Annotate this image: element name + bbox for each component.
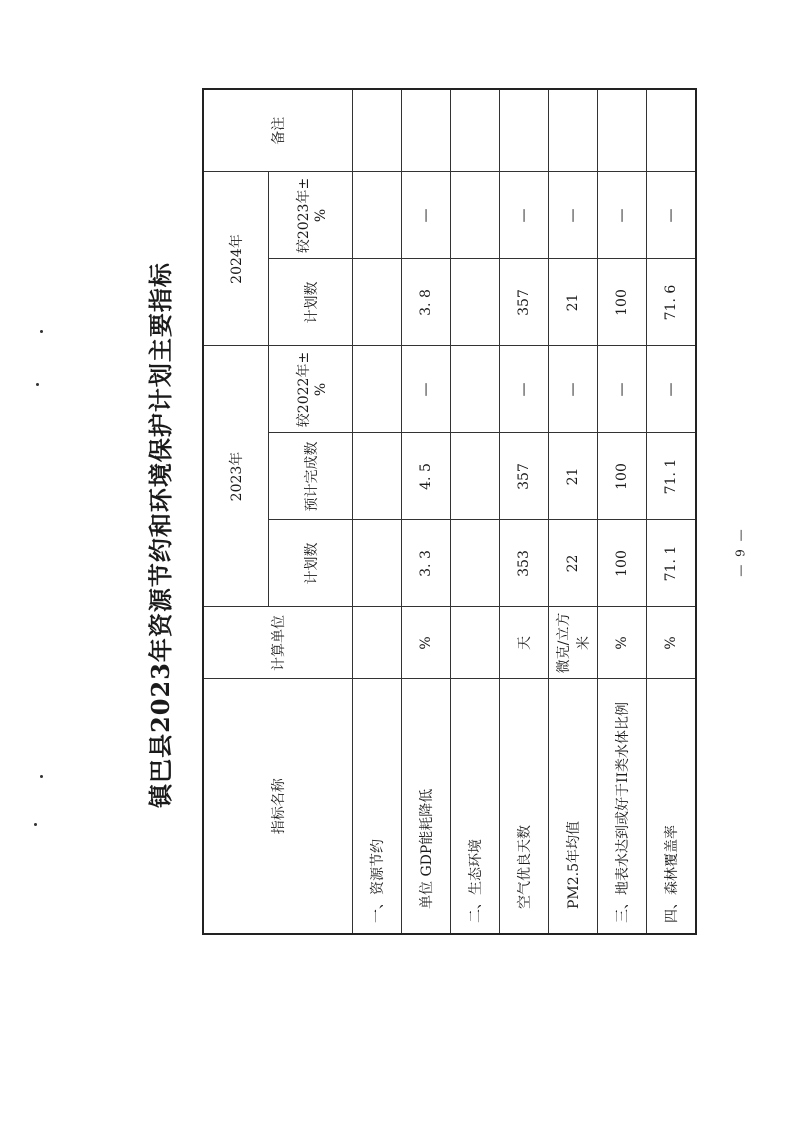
table-row [598,89,647,934]
cell-plan-2023 [451,520,500,607]
cell-plan-2023: 22 [549,520,598,607]
cell-name: 二、生态环境 [451,679,500,934]
cell-remark [402,89,451,172]
cell-name: 空气优良天数 [500,679,549,934]
cell-plan-2024 [451,259,500,346]
cell-plan-2024: 357 [500,259,549,346]
cell-change-2022: — [647,346,697,433]
cell-change-2023: — [500,172,549,259]
cell-unit [353,607,402,679]
table-row [451,89,500,934]
cell-plan-2024 [353,259,402,346]
cell-unit: 微克/立方米 [549,607,598,679]
cell-change-2023: — [402,172,451,259]
cell-change-2022: — [500,346,549,433]
cell-change-2023: — [549,172,598,259]
header-year-2023: 2023年 [203,346,269,607]
table-row [353,89,402,934]
cell-change-2022: — [598,346,647,433]
cell-plan-2023: 3. 3 [402,520,451,607]
header-remark: 备注 [203,89,353,172]
indicators-table [202,88,697,935]
cell-remark [500,89,549,172]
cell-plan-2023 [353,520,402,607]
cell-expected-2023: 71. 1 [647,433,697,520]
table-row [500,89,549,934]
cell-remark [647,89,697,172]
cell-expected-2023 [353,433,402,520]
scan-speck [40,775,43,778]
cell-name: 一、资源节约 [353,679,402,934]
scan-speck [40,330,43,333]
table-row [549,89,598,934]
page-number: — 9 — [733,527,748,577]
cell-unit: % [402,607,451,679]
cell-change-2022 [451,346,500,433]
cell-expected-2023: 4. 5 [402,433,451,520]
cell-change-2023: — [598,172,647,259]
cell-name: 三、地表水达到或好于II类水体比例 [598,679,647,934]
header-unit: 计算单位 [203,607,353,679]
cell-unit [451,607,500,679]
header-year-2024: 2024年 [203,172,269,346]
cell-plan-2024: 3. 8 [402,259,451,346]
table-row [647,89,697,934]
scan-speck [34,823,37,826]
cell-remark [549,89,598,172]
cell-change-2023 [451,172,500,259]
header-indicator: 指标名称 [203,679,353,934]
cell-remark [451,89,500,172]
scan-speck [36,383,39,386]
table-row [402,89,451,934]
document-title: 镇巴县2023年资源节约和环境保护计划主要指标 [145,262,175,808]
rotated-page-content [130,85,790,985]
header-plan-2023: 计划数 [269,520,353,607]
header-plan-2024: 计划数 [269,259,353,346]
cell-plan-2024: 71. 6 [647,259,697,346]
cell-plan-2024: 21 [549,259,598,346]
cell-change-2022 [353,346,402,433]
cell-remark [598,89,647,172]
cell-unit: 天 [500,607,549,679]
cell-expected-2023 [451,433,500,520]
header-vs-2022: 较2022年±% [269,346,353,433]
cell-plan-2024: 100 [598,259,647,346]
cell-name: 单位 GDP能耗降低 [402,679,451,934]
cell-unit: % [647,607,697,679]
cell-plan-2023: 100 [598,520,647,607]
cell-expected-2023: 21 [549,433,598,520]
cell-expected-2023: 357 [500,433,549,520]
cell-change-2022: — [549,346,598,433]
cell-name: 四、森林覆盖率 [647,679,697,934]
cell-change-2023: — [647,172,697,259]
header-row-1 [203,89,269,934]
cell-change-2023 [353,172,402,259]
cell-expected-2023: 100 [598,433,647,520]
header-vs-2023: 较2023年±% [269,172,353,259]
cell-remark [353,89,402,172]
cell-change-2022: — [402,346,451,433]
cell-unit: % [598,607,647,679]
cell-plan-2023: 71. 1 [647,520,697,607]
cell-plan-2023: 353 [500,520,549,607]
header-expected-2023: 预计完成数 [269,433,353,520]
cell-name: PM2.5年均值 [549,679,598,934]
